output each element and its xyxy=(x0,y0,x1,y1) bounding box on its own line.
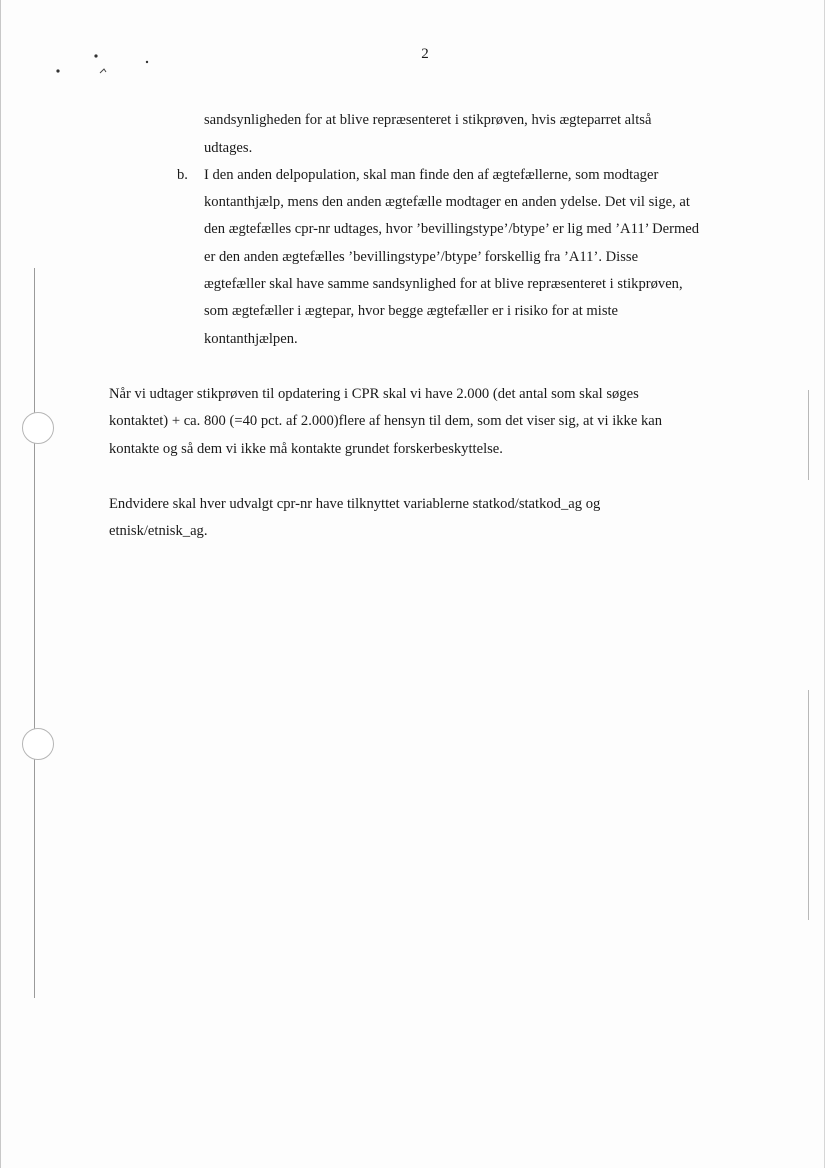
list-marker-b: b. xyxy=(177,167,188,183)
punch-hole-bottom xyxy=(22,728,54,760)
page-number: 2 xyxy=(421,46,429,62)
list-b-line: I den anden delpopulation, skal man finde den af ægtefællerne, som modtager xyxy=(204,167,659,183)
list-a-line: sandsynligheden for at blive repræsenteret i stikprøven, hvis ægteparret altså xyxy=(204,112,652,128)
paragraph-1-line: kontaktet) + ca. 800 (=40 pct. af 2.000)flere af hensyn til dem, som det viser sig, at vi ikke kan xyxy=(109,413,663,429)
paragraph-2-line: etnisk/etnisk_ag. xyxy=(109,523,208,539)
list-b-line: er den anden ægtefælles ’bevillingstype’/btype’ forskellig fra ’A11’. Disse xyxy=(204,249,639,265)
paragraph-1-line: kontakte og så dem vi ikke må kontakte grundet forskerbeskyttelse. xyxy=(109,441,503,457)
scan-margin-line xyxy=(34,268,35,998)
list-b-line: den ægtefælles cpr-nr udtages, hvor ’bevillingstype’/btype’ er lig med ’A11’ Dermed xyxy=(204,221,700,237)
list-a-line: udtages. xyxy=(204,140,253,156)
paragraph-2-line: Endvidere skal hver udvalgt cpr-nr have tilknyttet variablerne statkod/statkod_ag og xyxy=(109,496,601,512)
punch-hole-top xyxy=(22,412,54,444)
list-b-line: ægtefæller skal have samme sandsynlighed for at blive repræsenteret i stikprøven, xyxy=(204,276,683,292)
scan-right-mark xyxy=(808,690,809,920)
list-b-line: kontanthjælpen. xyxy=(204,331,298,347)
list-b-line: kontanthjælp, mens den anden ægtefælle modtager en anden ydelse. Det vil sige, at xyxy=(204,194,690,210)
scan-left-edge xyxy=(0,0,1,1168)
paragraph-1-line: Når vi udtager stikprøven til opdatering i CPR skal vi have 2.000 (det antal som skal søges xyxy=(109,386,639,402)
scan-right-mark xyxy=(808,390,809,480)
list-b-line: som ægtefæller i ægtepar, hvor begge ægtefæller er i risiko for at miste xyxy=(204,303,619,319)
